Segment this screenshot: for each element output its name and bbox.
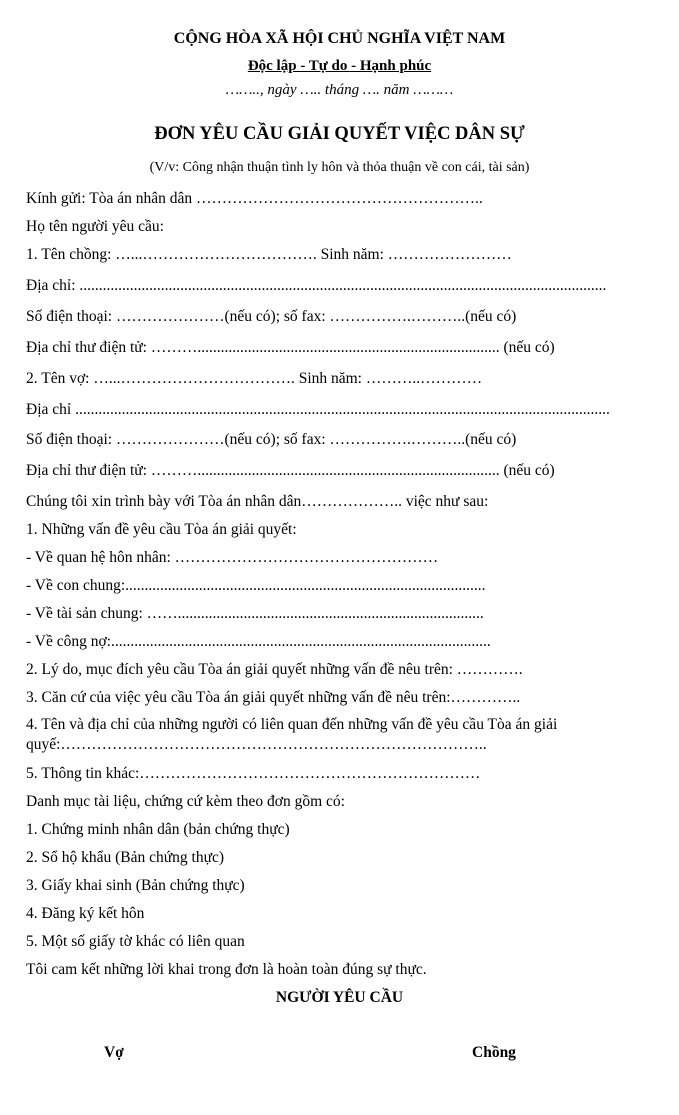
issue-children: - Về con chung:............................................................................................. xyxy=(26,577,486,594)
national-motto: Độc lập - Tự do - Hạnh phúc xyxy=(247,58,432,74)
commitment-line: Tôi cam kết những lời khai trong đơn là hoàn toàn đúng sự thực. xyxy=(26,961,427,978)
husband-phone-line: Số điện thoại: …………………(nếu có); số fax: …………….………..(nếu có) xyxy=(26,308,517,325)
wife-signature-label: Vợ xyxy=(104,1044,124,1061)
wife-email-line: Địa chỉ thư điện tử: ……….............................................................................. (nếu có) xyxy=(26,462,555,479)
attachment-item: 1. Chứng minh nhân dân (bản chứng thực) xyxy=(26,821,290,838)
husband-signature-label: Chồng xyxy=(472,1044,516,1061)
intro-line: Chúng tôi xin trình bày với Tòa án nhân dân……………….. việc như sau: xyxy=(26,493,489,510)
recipient-line: Kính gửi: Tòa án nhân dân ……………………………………………….. xyxy=(26,190,483,207)
husband-name-line: 1. Tên chồng: …...……………………………. Sinh năm: …………………… xyxy=(26,246,512,263)
wife-phone-line: Số điện thoại: …………………(nếu có); số fax: …………….………..(nếu có) xyxy=(26,431,517,448)
national-title: CỘNG HÒA XÃ HỘI CHỦ NGHĨA VIỆT NAM xyxy=(173,30,506,47)
requesters-label: Họ tên người yêu cầu: xyxy=(26,218,164,235)
form-subject: (V/v: Công nhận thuận tình ly hôn và thỏa thuận về con cái, tài sản) xyxy=(149,160,530,175)
other-info-line: 5. Thông tin khác:………………………………………………………… xyxy=(26,765,481,782)
form-title: ĐƠN YÊU CẦU GIẢI QUYẾT VIỆC DÂN SỰ xyxy=(154,124,525,144)
husband-email-line: Địa chỉ thư điện tử: ……….............................................................................. (nếu có) xyxy=(26,339,555,356)
wife-address-line: Địa chỉ .......................................................................................................................................... xyxy=(26,401,610,418)
attachment-item: 3. Giấy khai sinh (Bản chứng thực) xyxy=(26,877,245,894)
issue-marriage: - Về quan hệ hôn nhân: …………………………………………… xyxy=(26,549,439,566)
issue-property: - Về tài sản chung: ……............................................................................... xyxy=(26,605,484,622)
attachment-item: 5. Một số giấy tờ khác có liên quan xyxy=(26,933,245,950)
husband-address-line: Địa chỉ: ........................................................................................................................................ xyxy=(26,277,607,294)
reason-line: 2. Lý do, mục đích yêu cầu Tòa án giải quyết những vấn đề nêu trên: …………. xyxy=(26,661,523,678)
wife-name-line: 2. Tên vợ: …...……………………………. Sinh năm: ………..………… xyxy=(26,370,483,387)
attachment-item: 2. Sổ hộ khẩu (Bản chứng thực) xyxy=(26,849,225,866)
date-line: …….., ngày ….. tháng …. năm ……… xyxy=(225,82,454,98)
signatory-title: NGƯỜI YÊU CẦU xyxy=(275,989,404,1006)
issues-heading: 1. Những vấn đề yêu cầu Tòa án giải quyết: xyxy=(26,521,297,538)
attachment-item: 4. Đăng ký kết hôn xyxy=(26,905,145,922)
attachments-heading: Danh mục tài liệu, chứng cứ kèm theo đơn gồm có: xyxy=(26,793,345,810)
issue-debts: - Về công nợ:.................................................................................................. xyxy=(26,633,491,650)
basis-line: 3. Căn cứ của việc yêu cầu Tòa án giải quyết những vấn đề nêu trên:………….. xyxy=(26,689,521,706)
related-parties-line: 4. Tên và địa chỉ của những người có liên quan đến những vấn đề yêu cầu Tòa án giải quyế:……………………………………………………………………….. xyxy=(26,716,558,753)
